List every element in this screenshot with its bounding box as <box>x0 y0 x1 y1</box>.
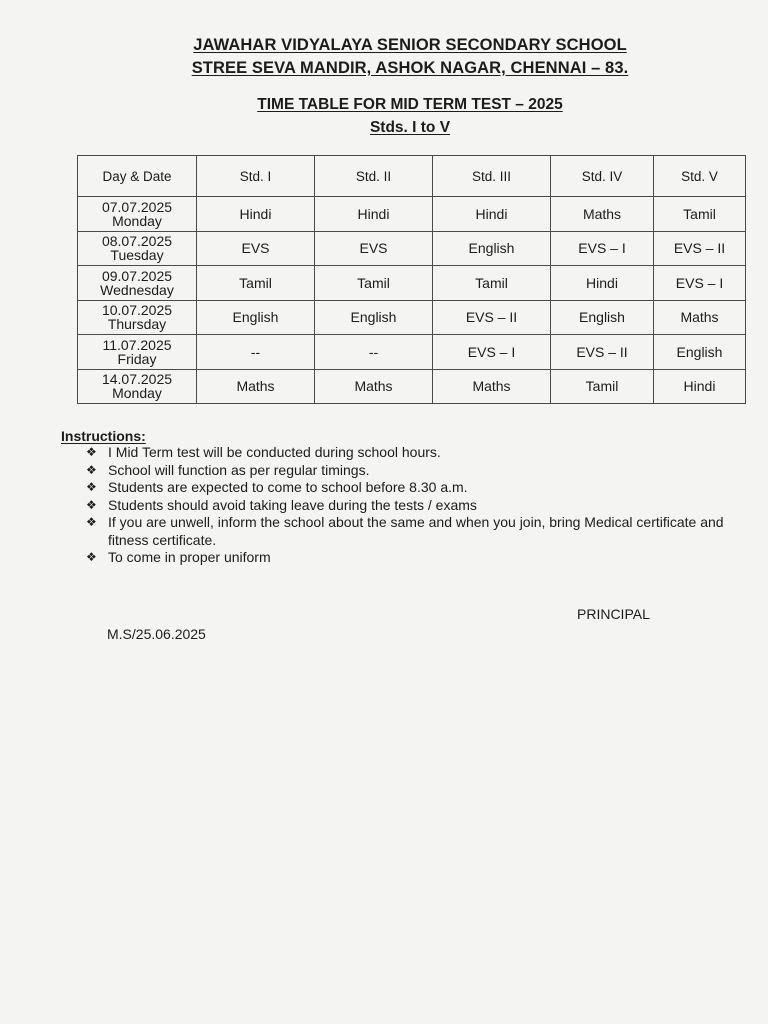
subject-cell: Tamil <box>551 369 654 404</box>
subject-cell: Hindi <box>654 369 746 404</box>
subject-cell: EVS – II <box>433 300 551 335</box>
header-std-2: Std. II <box>315 156 433 197</box>
exam-day: Tuesday <box>110 247 164 264</box>
table-row <box>78 231 746 266</box>
exam-day: Thursday <box>107 316 167 333</box>
table-row <box>78 197 746 232</box>
subject-cell: Hindi <box>197 197 315 232</box>
subject-cell: English <box>433 231 551 266</box>
subject-cell: Maths <box>433 369 551 404</box>
diamond-bullet-icon: ❖ <box>86 462 97 477</box>
subject-cell: English <box>551 300 654 335</box>
date-cell <box>78 300 197 335</box>
subject-cell: Tamil <box>654 197 746 232</box>
timetable-subtitle: Stds. I to V <box>369 119 451 136</box>
subject-cell: Maths <box>654 300 746 335</box>
instruction-text: Students should avoid taking leave during the tests / exams <box>108 496 477 513</box>
subject-cell: English <box>197 300 315 335</box>
table-row <box>78 300 746 335</box>
exam-date: 14.07.2025 <box>101 371 173 388</box>
exam-date: 09.07.2025 <box>101 267 173 284</box>
exam-date: 10.07.2025 <box>101 302 173 319</box>
subject-cell: English <box>315 300 433 335</box>
list-item <box>86 444 726 462</box>
header-std-1: Std. I <box>197 156 315 197</box>
exam-day: Wednesday <box>100 281 174 298</box>
instructions-list <box>86 444 726 567</box>
subject-cell: EVS – II <box>654 231 746 266</box>
subject-cell: Hindi <box>315 197 433 232</box>
list-item <box>86 514 726 549</box>
instruction-text: I Mid Term test will be conducted during school hours. <box>108 444 441 460</box>
list-item <box>86 479 726 497</box>
date-cell <box>78 335 197 370</box>
subject-cell: -- <box>197 335 315 370</box>
subject-cell: EVS – I <box>433 335 551 370</box>
subject-cell: Hindi <box>433 197 551 232</box>
subject-cell: Tamil <box>197 266 315 301</box>
diamond-bullet-icon: ❖ <box>86 445 97 459</box>
diamond-bullet-icon: ❖ <box>86 515 97 529</box>
header-std-3: Std. III <box>433 156 551 197</box>
exam-date: 11.07.2025 <box>102 336 172 353</box>
date-cell <box>78 197 197 232</box>
subject-cell: EVS – II <box>551 335 654 370</box>
subject-cell: EVS <box>315 231 433 266</box>
table-row <box>78 369 746 404</box>
exam-day: Monday <box>112 385 162 402</box>
instructions-heading: Instructions: <box>61 428 146 444</box>
date-cell <box>78 369 197 404</box>
list-item <box>86 549 726 567</box>
subject-cell: -- <box>315 335 433 370</box>
subject-cell: Maths <box>197 369 315 404</box>
reference-number: M.S/25.06.2025 <box>107 626 206 642</box>
diamond-bullet-icon: ❖ <box>86 480 97 494</box>
instruction-text: School will function as per regular timings. <box>108 461 370 478</box>
timetable <box>77 155 746 404</box>
subject-cell: Tamil <box>315 266 433 301</box>
list-item <box>86 497 726 515</box>
date-cell <box>78 266 197 301</box>
header-day-date: Day & Date <box>78 156 197 197</box>
instruction-text: If you are unwell, inform the school about the same and when you join, bring Medical certificate and fitness certificate. <box>108 514 724 548</box>
date-cell <box>78 231 197 266</box>
exam-day: Friday <box>117 350 157 367</box>
instruction-text: To come in proper uniform <box>108 549 271 565</box>
diamond-bullet-icon: ❖ <box>86 497 97 512</box>
school-address: STREE SEVA MANDIR, ASHOK NAGAR, CHENNAI – 83. <box>191 59 629 77</box>
subject-cell: EVS – I <box>654 266 746 301</box>
diamond-bullet-icon: ❖ <box>86 550 97 564</box>
timetable-title: TIME TABLE FOR MID TERM TEST – 2025 <box>257 96 563 113</box>
subject-cell: EVS – I <box>551 231 654 266</box>
subject-cell: Maths <box>315 369 433 404</box>
school-name: JAWAHAR VIDYALAYA SENIOR SECONDARY SCHOOL <box>193 36 627 54</box>
principal-signature: PRINCIPAL <box>577 606 650 622</box>
subject-cell: Tamil <box>433 266 551 301</box>
table-row <box>78 266 746 301</box>
header-std-5: Std. V <box>654 156 746 197</box>
table-row <box>78 335 746 370</box>
exam-date: 08.07.2025 <box>101 233 173 250</box>
subject-cell: Hindi <box>551 266 654 301</box>
exam-date: 07.07.2025 <box>101 198 173 215</box>
exam-day: Monday <box>112 212 162 229</box>
header-std-4: Std. IV <box>551 156 654 197</box>
subject-cell: English <box>654 335 746 370</box>
subject-cell: EVS <box>197 231 315 266</box>
timetable-header-row <box>78 156 746 197</box>
subject-cell: Maths <box>551 197 654 232</box>
instruction-text: Students are expected to come to school before 8.30 a.m. <box>108 479 468 495</box>
list-item <box>86 462 726 480</box>
